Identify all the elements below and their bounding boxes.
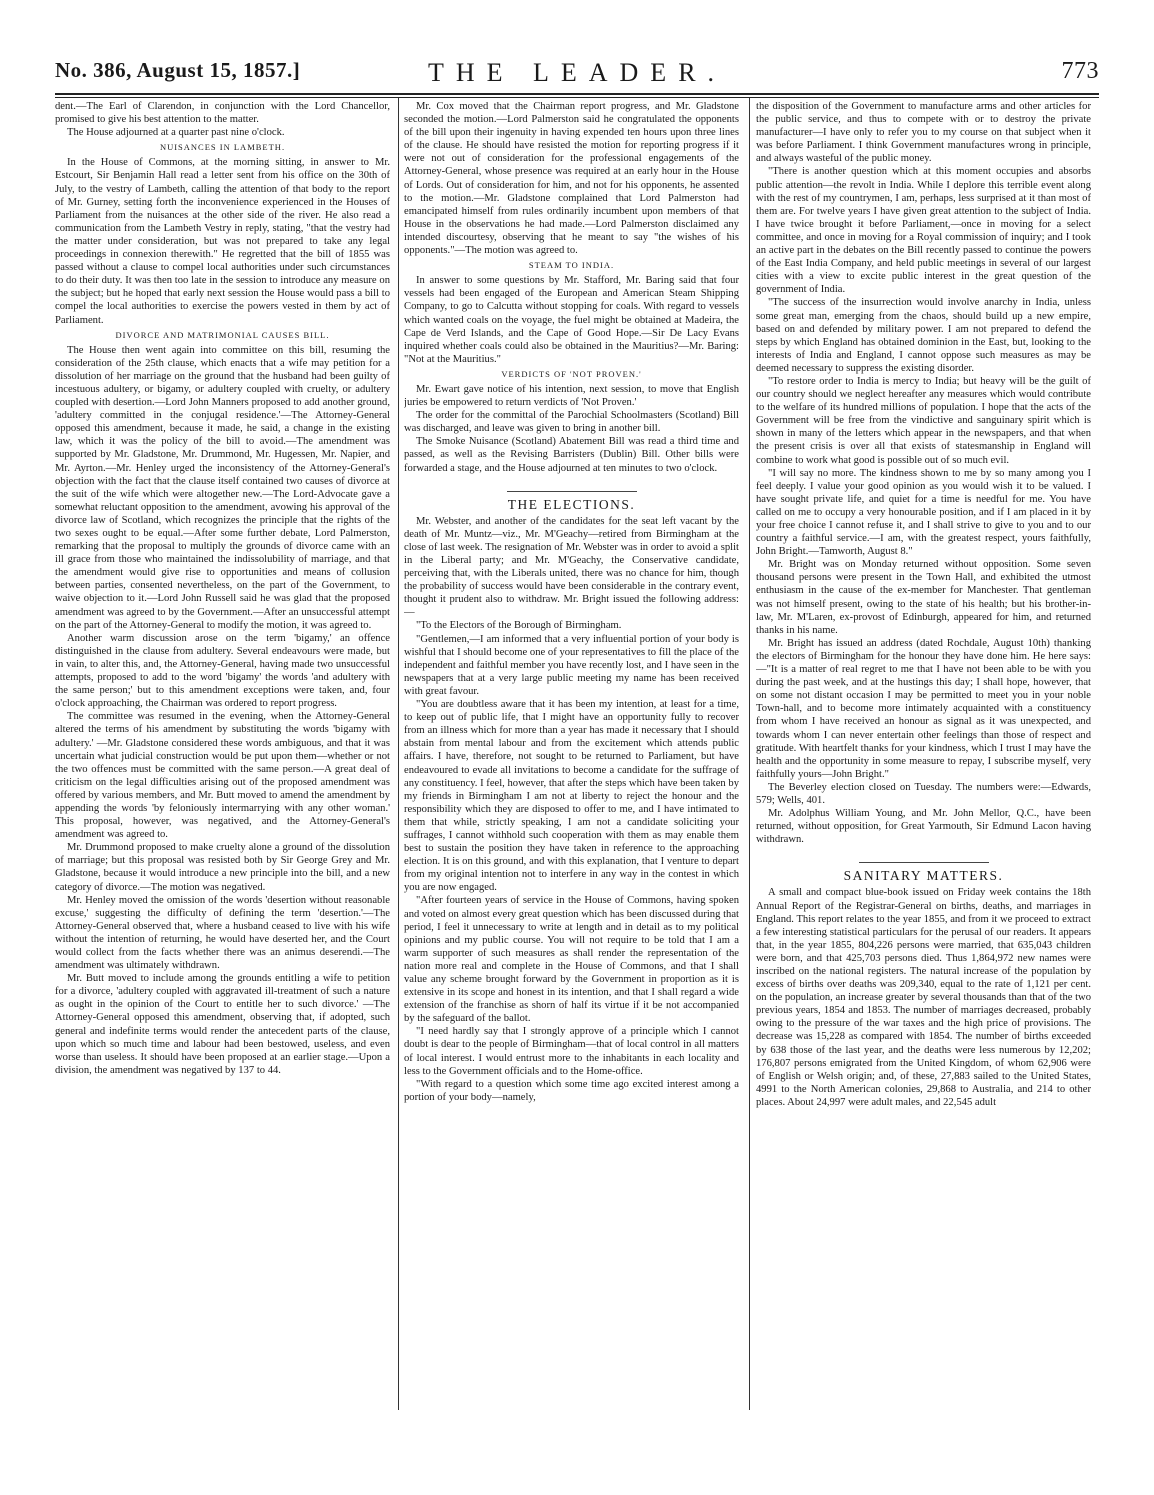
paragraph: In the House of Commons, at the morning sitting, in answer to Mr. Estcourt, Sir Benjamin Hall read a letter sent from his office on the 30th of July, to the vestry of Lambeth, calling the attention of that body to the report of Mr. Gurney, setting forth the inconvenience experienced in the Houses of Parliament from the nuisances at the other side of the river. He also read a communication from the Lambeth Vestry in reply, stating, "that the vestry had the matter under consideration, but was not prepared to take any legal proceedings in connexion therewith." He regretted that the bill of 1855 was passed without a clause to compel local authorities under such circumstances to do their duty. It was then too late in the session to introduce any measure on the subject; but he hoped that early next session the House would pass a bill to compel the local authorities to exercise the powers vested in them by act of Parliament. (55, 157, 390, 326)
section-rule (859, 862, 989, 863)
column-3 (756, 100, 1091, 1410)
paragraph: "The success of the insurrection would involve anarchy in India, unless some great man, emerging from the chaos, should build up a new empire, based on and defended by military power. I am not prepared to defend the steps by which England has obtained dominion in the East, but, looking to the interests of India and England, I cannot oppose such measures as may be deemed necessary to suppress the existing disorder. (756, 297, 1091, 374)
paragraph: Mr. Drummond proposed to make cruelty alone a ground of the dissolution of marriage; but this proposal was resisted both by Sir George Grey and Mr. Gladstone, because it would introduce a new principle into the bill, and a new category of divorce.—The motion was negatived. (55, 842, 390, 893)
paragraph: "After fourteen years of service in the House of Commons, having spoken and voted on almost every great question which has been discussed during that period, I feel it unnecessary to write at length and in detail as to my political opinions and my public course. You will not require to be told that I am a warm supporter of such measures as shall render the representation of the nation more real and complete in the House of Commons, and that I shall value any scheme brought forward by the Government in proportion as it is extensive in its scope and honest in its intention, and that I shall regard a wide extension of the franchise as shorn of half its virtue if it be not accompanied by the safeguard of the ballot. (404, 895, 739, 1025)
paragraph: Mr. Adolphus William Young, and Mr. John Mellor, Q.C., have been returned, without opposition, for Great Yarmouth, Sir Edmund Lacon having withdrawn. (756, 808, 1091, 846)
column-divider (398, 98, 399, 1410)
masthead (55, 58, 1099, 92)
paragraph: "I will say no more. The kindness shown to me by so many among you I feel deeply. I value your good opinion as you would wish it to be valued. I have sought private life, and quiet for a time is needful for me. You have called on me to occupy a very honourable position, and if I am placed in it by your free choice I cannot refuse it, and I shall strive to give to you and to our country a faithful service.—I am, with the greatest respect, yours faithfully, John Bright.—Tamworth, August 8." (756, 467, 1091, 558)
paragraph: "I need hardly say that I strongly approve of a principle which I cannot doubt is dear to the people of Birmingham—that of local control in all matters of local interest. I would entrust more to the inhabitants in each locality and less to the Government officials and to the Home-office. (404, 1026, 739, 1077)
paragraph: Mr. Ewart gave notice of his intention, next session, to move that English juries be empowered to return verdicts of 'Not Proven.' (404, 383, 739, 409)
section-rule (507, 491, 637, 492)
paragraph: The House then went again into committee on this bill, resuming the consideration of the 25th clause, which enacts that a wife may petition for a dissolution of her marriage on the ground that the husband had been guilty of incestuous adultery, or bigamy, or adultery coupled with cruelty, or adultery coupled with desertion.—Lord John Manners proposed to add another ground, 'adultery committed in the conjugal residence.'—The Attorney-General opposed this amendment, because it made, he said, a change in the existing law, which it was the policy of the bill to avoid.—The amendment was supported by Mr. Gladstone, Mr. Drummond, Mr. Hugessen, Mr. Napier, and Mr. Ayrton.—Mr. Henley urged the inconsistency of the Attorney-General's objection with the fact that the clause itself contained two causes of divorce at the suit of the wife which were altogether new.—The Lord-Advocate gave a somewhat reluctant opposition to the amendment, avowing his approval of the divorce law of Scotland, which recognizes the principle that the rights of the two sexes ought to be equal.—After some further debate, Lord Palmerston, remarking that the proposal to multiply the grounds of divorce came with an ill grace from those who maintained the indissolubility of marriage, and that the amendment would give rise to opportunities and means of collusion between parties, consented nevertheless, on the part of the Government, to waive objection to it.—Lord John Russell said he was glad that the proposed amendment was agreed to by the Government.—After an unsuccessful attempt on the part of the Attorney-General to modify the motion, it was agreed to. (55, 344, 390, 631)
section-heading: SANITARY MATTERS. (843, 868, 1004, 884)
paragraph: The Smoke Nuisance (Scotland) Abatement Bill was read a third time and passed, as well as the Revising Barristers (Dublin) Bill. Other bills were forwarded a stage, and the House adjourned at ten minutes to two o'clock. (404, 436, 739, 474)
subheading: STEAM TO INDIA. (528, 260, 615, 271)
paragraph: "With regard to a question which some time ago excited interest among a portion of your body—namely, (404, 1078, 739, 1103)
paragraph: Mr. Bright has issued an address (dated Rochdale, August 10th) thanking the electors of Birmingham for the honour they have done him. He here says:—"It is a matter of real regret to me that I have not been able to be with you during the past week, and at the hustings this day; I shall hope, however, that on some not distant occasion I may be permitted to meet you in your noble Town-hall, and to become more intimately acquainted with a constituency from whom I have received an honour as signal as it was unexpected, and towards whom I can never entertain other feelings than those of respect and gratitude. With heartfelt thanks for your kindness, which I trust I may have the health and the opportunity in some measure to repay, I subscribe myself, very faithfully yours—John Bright." (756, 637, 1091, 780)
paragraph: Mr. Webster, and another of the candidates for the seat left vacant by the death of Mr. Muntz—viz., Mr. M'Geachy—retired from Birmingham at the close of last week. The resignation of Mr. Webster was in order to avoid a split in the Liberal party; and Mr. M'Geachy, the Conservative candidate, perceiving that, with the Liberals united, there was no chance for him, though the probability of success would have been considerable in the contrary event, thought it prudent also to withdraw. Mr. Bright issued the following address:— (404, 515, 739, 619)
paragraph: The order for the committal of the Parochial Schoolmasters (Scotland) Bill was discharged, and leave was given to bring in another bill. (404, 410, 739, 435)
paragraph: Mr. Butt moved to include among the grounds entitling a wife to petition for a divorce, 'adultery coupled with aggravated ill-treatment of such a nature as ought in the opinion of the Court to entitle her to such divorce.' —The Attorney-General opposed this amendment, observing that, if adopted, such general and indefinite terms would render the antecedent parts of the clause, upon which so much time and labour had been bestowed, useless, and even worse than useless. It should have been proposed at an earlier stage.—Upon a division, the amendment was negatived by 137 to 44. (55, 973, 390, 1076)
subheading: DIVORCE AND MATRIMONIAL CAUSES BILL. (115, 329, 330, 340)
paragraph: "To restore order to India is mercy to India; but heavy will be the guilt of our country should we neglect hereafter any measures which would contribute to the welfare of its hundred millions of population. I hope that the acts of the Government will be free from the vindictive and sanguinary spirit which is shown in many of the letters which appear in the newspapers, and that when the present crisis is over all that exists of statesmanship in England will combine to work what good is possible out of so much evil. (756, 375, 1091, 466)
masthead-rule-thin (55, 97, 1099, 98)
paragraph: The Beverley election closed on Tuesday. The numbers were:—Edwards, 579; Wells, 401. (756, 781, 1091, 806)
issue-line: No. 386, August 15, 1857.] (55, 58, 301, 82)
paragraph: dent.—The Earl of Clarendon, in conjunction with the Lord Chancellor, promised to give his best attention to the matter. (55, 101, 390, 126)
paragraph: Another warm discussion arose on the term 'bigamy,' an offence distinguished in the clause from adultery. Several endeavours were made, but in vain, to alter this, and, the Attorney-General, having made two unsuccessful attempts, proposed to add to the word 'bigamy' the words 'and adultery with the same person;' but to this amendment exceptions were taken, and, four o'clock approaching, the Chairman was ordered to report progress. (55, 632, 390, 710)
page-number: 773 (1061, 58, 1099, 84)
paragraph: "You are doubtless aware that it has been my intention, at least for a time, to keep out of public life, that I might have an opportunity fully to recover from an illness which for more than a year has made it necessary that I should abstain from mental labour and from the excitement which attends public affairs. I have, therefore, not sought to be returned to Parliament, but have endeavoured to evade all invitations to become a candidate for the suffrage of any constituency. I feel, however, that after the steps which have been taken by my friends in Birmingham I am not at liberty to reject the honour and the responsibility which they are disposed to offer to me, and I have intimated to them that while, strictly speaking, I am not a candidate soliciting your suffrages, I cannot withhold such cooperation with them as may enable them best to sustain the position they have taken in reference to the approaching election. It is on this ground, and with this explanation, that I venture to depart from my original intention not to interfere in any way in the contest in which you are now engaged. (404, 699, 739, 894)
paragraph: Mr. Cox moved that the Chairman report progress, and Mr. Gladstone seconded the motion.—Lord Palmerston said he congratulated the opponents of the bill upon their ingenuity in having expended ten hours upon three lines of the clause. He should have resisted the motion for reporting progress if it were not out of consideration for the professional engagements of the Attorney-General, whose presence was required at an early hour in the House of Lords. Out of consideration for him, and not for his opponents, he assented to the motion.—Mr. Gladstone complained that Lord Palmerston had emancipated himself from rules ordinarily incumbent upon members of that House in the observations he had made.—Lord Palmerston disclaimed any intended discourtesy, observing that he meant to say "the wishes of his opponents."—The motion was agreed to. (404, 101, 739, 257)
column-divider (749, 98, 750, 1410)
subheading: VERDICTS OF 'NOT PROVEN.' (501, 368, 642, 379)
newspaper-title: THE LEADER. (427, 58, 727, 87)
paragraph: Mr. Henley moved the omission of the words 'desertion without reasonable excuse,' suggesting the difficulty of defining the term 'desertion.'—The Attorney-General observed that, where a husband ceased to live with his wife without the intention of returning, he would have deserted her, and the Court would collect from the facts whether there was an animus deserendi.—The amendment was ultimately withdrawn. (55, 894, 390, 972)
subheading: NUISANCES IN LAMBETH. (159, 142, 286, 153)
paragraph: "To the Electors of the Borough of Birmingham. (416, 620, 622, 632)
paragraph: "Gentlemen,—I am informed that a very influential portion of your body is wishful that I should become one of your representatives to fill the place of the independent and faithful member you have recently lost, and I have seen in the newspapers that at a very large public meeting my name has been received with great favour. (404, 633, 739, 697)
masthead-rule (55, 93, 1099, 95)
paragraph: "There is another question which at this moment occupies and absorbs public attention—the revolt in India. While I deplore this terrible event along with the rest of my countrymen, I am, perhaps, less surprised at it than most of them are. For twelve years I have given great attention to the subject of India. I have twice brought it before Parliament,—once in moving for a select committee, and once in moving for a Royal commission of inquiry; and I took an active part in the debates on the Bill recently passed to continue the powers of the East India Company, and held public meetings in several of our largest cities with a view to excite public interest in the great question of the government of India. (756, 166, 1091, 296)
paragraph: Mr. Bright was on Monday returned without opposition. Some seven thousand persons were present in the Town Hall, and exhibited the utmost enthusiasm in the cause of the ex-member for Manchester. That gentleman was not himself present, owing to the state of his health; but his brother-in-law, Mr. M'Laren, ex-provost of Edinburgh, appeared for him, and returned thanks in his name. (756, 559, 1091, 636)
paragraph: In answer to some questions by Mr. Stafford, Mr. Baring said that four vessels had been engaged of the European and American Steam Shipping Company, to go to Calcutta without stopping for coals. With regard to vessels which wanted coals on the voyage, the fuel might be obtained at Madeira, the Cape de Verd Islands, and the Cape of Good Hope.—Sir De Lacy Evans inquired whether coals could also be obtained in the Mauritius?—Mr. Baring: "Not at the Mauritius." (404, 275, 739, 365)
paragraph: the disposition of the Government to manufacture arms and other articles for the public service, and thus to compete with or to destroy the private manufacturer—I have only to refer you to my course on that subject when it was before Parliament. I think Government manufactures wrong in principle, and always wasteful of the public money. (756, 101, 1091, 165)
column-2 (404, 100, 739, 1410)
paragraph: A small and compact blue-book issued on Friday week contains the 18th Annual Report of the Registrar-General on births, deaths, and marriages in England. This report relates to the year 1855, and from it we proceed to extract a few interesting statistical particulars for the perusal of our readers. It appears that, in the year 1855, 804,226 persons were married, that 635,043 children were born, and that 425,703 persons died. Thus 1,864,972 new names were inscribed on the national registers. The natural increase of the population by excess of births over deaths was 209,340, equal to the rate of 1,121 per cent. on the population, an increase greater by several thousands than that of the two previous years, 1854 and 1853. The number of marriages decreased, probably owing to the pressure of the war taxes and the high price of provisions. The decrease was 15,228 as compared with 1854. The number of births exceeded by 638 those of the last year, and the deaths were less numerous by 12,202; 176,807 persons emigrated from the United Kingdom, of whom 62,906 were of English or Welsh origin; and, of these, 27,883 sailed to the United States, 4991 to the North American colonies, 29,868 to Australia, and 214 to other places. About 24,997 were adult males, and 22,545 adult (756, 887, 1091, 1108)
paragraph: The House adjourned at a quarter past nine o'clock. (67, 127, 285, 139)
column-1 (55, 100, 390, 1410)
paragraph: The committee was resumed in the evening, when the Attorney-General altered the terms of his amendment by substituting the words 'bigamy with adultery.' —Mr. Gladstone considered these words ambiguous, and that it was uncertain what judicial construction would be put upon them—whether or not the two offences must be committed with the same person.—A great deal of criticism on the legal difficulties arising out of the proposed amendment was offered by various members, and Mr. Butt moved to amend the amendment by appending the words 'by feloniously intermarrying with any other woman.' This proposal, however, was negatived, and the Attorney-General's amendment was agreed to. (55, 711, 390, 841)
section-heading: THE ELECTIONS. (507, 496, 636, 512)
